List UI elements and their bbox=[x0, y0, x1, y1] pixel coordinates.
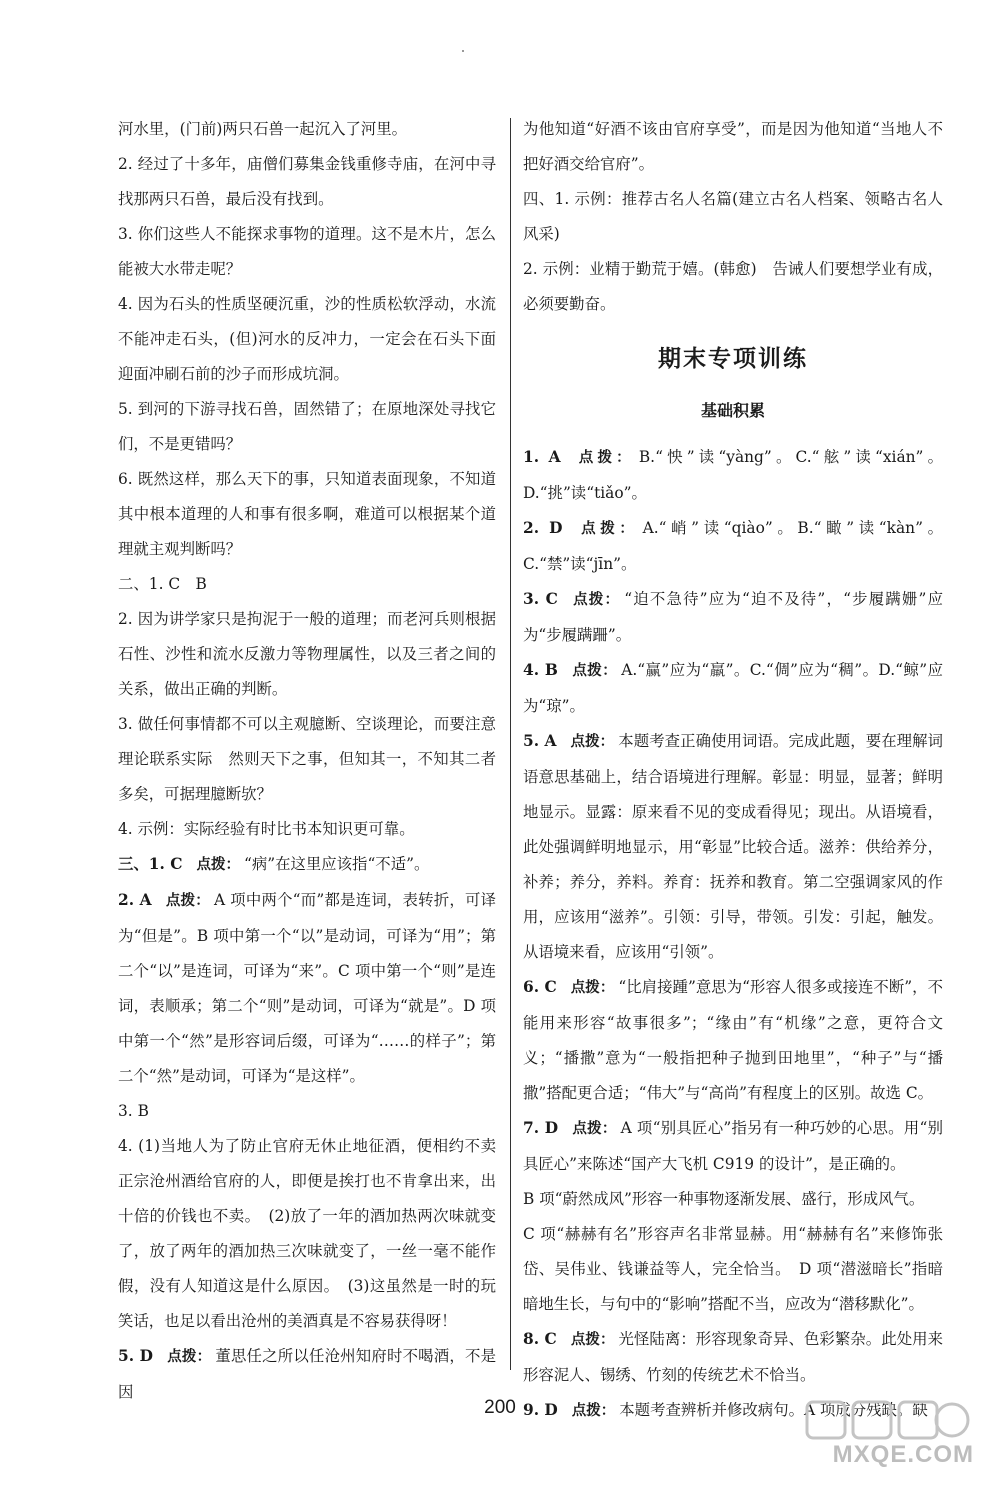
answer-text: 3. 你们这些人不能探求事物的道理。这不是木片，怎么能被大水带走呢？ bbox=[118, 225, 496, 278]
answer-item bbox=[523, 1182, 943, 1217]
answer-text: 本题考查辨析并修改病句。A 项成分残缺。缺 bbox=[619, 1401, 928, 1419]
answer-item bbox=[523, 724, 943, 970]
answer-item bbox=[118, 1129, 496, 1339]
tip-label: 点拨： bbox=[570, 980, 615, 996]
answer-number: 1. A bbox=[523, 448, 561, 466]
answer-number: 5. A bbox=[523, 732, 557, 750]
answer-item bbox=[118, 812, 496, 847]
answer-item bbox=[523, 653, 943, 724]
answer-text: 5. 到河的下游寻找石兽，固然错了；在原地深处寻找它们，不是更错吗？ bbox=[118, 400, 496, 453]
answer-number: 2. D bbox=[523, 519, 563, 537]
subsection-heading: 基础积累 bbox=[700, 401, 765, 420]
answer-item bbox=[523, 582, 943, 653]
tip-label: 点拨： bbox=[571, 1403, 616, 1419]
tip-label: 点拨： bbox=[571, 663, 618, 679]
answer-text: A.“赢”应为“羸”。C.“倜”应为“稠”。D.“鲸”应为“琼”。 bbox=[523, 661, 943, 715]
answer-text: 3. B bbox=[118, 1102, 149, 1120]
answer-item bbox=[523, 511, 943, 582]
answer-item bbox=[523, 182, 943, 252]
answer-item bbox=[118, 602, 496, 707]
tip-label: 点拨： bbox=[570, 734, 615, 750]
answer-text: B 项“蔚然成风”形容一种事物逐渐发展、盛行，形成风气。 bbox=[523, 1190, 925, 1208]
answer-text: B.“怏”读“yàng”。C.“舷”读“xián”。D.“挑”读“tiǎo”。 bbox=[523, 448, 944, 502]
answer-text: 本题考查正确使用词语。完成此题，要在理解词语意思基础上，结合语境进行理解。彰显：明显，显著；鲜明地显示。显露：原来看不见的变成看得见；现出。从语境看，此处强调鲜明地显示，用“彰显”比较合适。滋养：供给养分，补养；养分，养料。养育：抚养和教育。第二空强调家风的作用，应该用“滋养”。引领：引导，带领。引发：引起，触发。从语境来看，应该用“引领”。 bbox=[523, 732, 943, 961]
answer-text: “比肩接踵”意思为“形容人很多或接连不断”，不能用来形容“故事很多”；“缘由”有“机缘”之意，更符合文义；“播撒”意为“一般指把种子抛到田地里”，“种子”与“播撒”搭配更合适；“伟大”与“高尚”有程度上的区别。故选 C。 bbox=[523, 978, 943, 1102]
answer-item bbox=[118, 462, 496, 567]
column-divider bbox=[510, 118, 511, 1370]
answer-text: 3. 做任何事情都不可以主观臆断、空谈理论，而要注意理论联系实际 然则天下之事，但知其一，不知其二者多矣，可据理臆断欤？ bbox=[118, 715, 496, 803]
answer-number: 2. A bbox=[118, 891, 152, 909]
answer-item bbox=[118, 392, 496, 462]
answer-text: 6. 既然这样，那么天下的事，只知道表面现象，不知道其中根本道理的人和事有很多啊，难道可以根据某个道理就主观判断吗？ bbox=[118, 470, 496, 558]
tip-label: 点拨： bbox=[196, 857, 240, 873]
right-column-top-items bbox=[523, 112, 943, 322]
answer-number: 三、1. C bbox=[118, 855, 183, 873]
answer-item bbox=[523, 112, 943, 182]
answer-text: 2. 因为讲学家只是拘泥于一般的道理；而老河兵则根据石性、沙性和流水反激力等物理属性，以及三者之间的关系，做出正确的判断。 bbox=[118, 610, 496, 698]
answer-item bbox=[118, 147, 496, 217]
tip-label: 点拨： bbox=[570, 1332, 615, 1348]
answer-item bbox=[523, 1111, 943, 1182]
answer-item bbox=[523, 1217, 943, 1322]
answer-number: 3. C bbox=[523, 590, 558, 608]
answer-item bbox=[523, 970, 943, 1111]
answer-number: 4. B bbox=[523, 661, 558, 679]
answer-item bbox=[118, 847, 496, 883]
answer-item bbox=[118, 707, 496, 812]
answer-item bbox=[523, 1322, 943, 1393]
tip-label: 点拨： bbox=[166, 1349, 212, 1365]
answer-item bbox=[118, 217, 496, 287]
answer-number: 9. D bbox=[523, 1401, 558, 1419]
answer-text: C 项“赫赫有名”形容声名非常显赫。用“赫赫有名”来修饰张岱、吴伟业、钱谦益等人，完全恰当。 D 项“潜滋暗长”指暗暗地生长，与句中的“影响”搭配不当，应改为“潜移默化”。 bbox=[523, 1225, 943, 1313]
left-column bbox=[118, 112, 496, 1410]
answer-text: A.“峭”读“qiào”。B.“瞰”读“kàn”。C.“禁”读“jīn”。 bbox=[523, 519, 943, 573]
answer-text: A 项中两个“而”都是连词，表转折，可译为“但是”。B 项中第一个“以”是动词，可译为“用”；第二个“以”是连词，可译为“来”。C 项中第一个“则”是连词，表顺承；第二个“则”是动词，可译为“就是”。D 项中第一个“然”是形容词后缀，可译为“……的样子”；第二个“然”是动词，可译为“是这样”。 bbox=[118, 891, 497, 1085]
answer-item bbox=[118, 287, 496, 392]
right-column bbox=[523, 112, 943, 1429]
tip-label: 点拨： bbox=[165, 893, 210, 909]
answer-item bbox=[118, 567, 496, 602]
answer-text: 2. 示例：业精于勤荒于嬉。(韩愈) 告诫人们要想学业有成，必须要勤奋。 bbox=[523, 260, 943, 313]
section-heading: 期末专项训练 bbox=[658, 346, 808, 372]
answer-text: A 项“别具匠心”指另有一种巧妙的心思。用“别具匠心”来陈述“国产大飞机 C919 的设计”，是正确的。 bbox=[523, 1119, 943, 1173]
answer-text: 二、1. C B bbox=[118, 575, 207, 593]
answer-item bbox=[118, 1094, 496, 1129]
page-number: 200 bbox=[484, 1397, 516, 1418]
answer-item bbox=[523, 440, 943, 511]
answer-item bbox=[523, 252, 943, 322]
tip-label: 点拨： bbox=[572, 1121, 617, 1137]
answer-text: “迫不急待”应为“迫不及待”，“步履蹒姗”应为“步履蹒跚”。 bbox=[523, 590, 943, 644]
answer-number: 6. C bbox=[523, 978, 557, 996]
left-column-items bbox=[118, 112, 496, 1410]
answer-text: “病”在这里应该指“不适”。 bbox=[243, 855, 430, 873]
answer-text: 4. 因为石头的性质坚硬沉重，沙的性质松软浮动，水流不能冲走石头，(但)河水的反冲力，一定会在石头下面迎面冲刷石前的沙子而形成坑洞。 bbox=[118, 295, 496, 383]
answer-text: 为他知道“好酒不该由官府享受”，而是因为他知道“当地人不把好酒交给官府”。 bbox=[523, 120, 943, 173]
scan-speck bbox=[462, 50, 464, 52]
answer-text: 河水里，(门前)两只石兽一起沉入了河里。 bbox=[118, 120, 408, 138]
answer-text: 4. 示例：实际经验有时比书本知识更可靠。 bbox=[118, 820, 415, 838]
watermark-text: MXQE.COM bbox=[832, 1441, 974, 1468]
answer-text: 2. 经过了十多年，庙僧们募集金钱重修寺庙，在河中寻找那两只石兽，最后没有找到。 bbox=[118, 155, 496, 208]
answer-number: 8. C bbox=[523, 1330, 557, 1348]
answer-text: 4. (1)当地人为了防止官府无休止地征酒，便相约不卖正宗沧州酒给官府的人，即便是挨打也不肯拿出来，出十倍的价钱也不卖。 (2)放了一年的酒加热两次味就变了，放了两年的酒加热三次味就变了，一丝一毫不能作假，没有人知道这是什么原因。 (3)这虽然是一时的玩笑话，也足以看出沧州的美酒真是不容易获得呀！ bbox=[118, 1137, 496, 1330]
answer-text: 董思任之所以任沧州知府时不喝酒，不是因 bbox=[118, 1347, 496, 1401]
answer-text: 四、1. 示例：推荐古名人名篇(建立古名人档案、领略古名人风采) bbox=[523, 190, 943, 243]
right-column-bottom-items bbox=[523, 440, 943, 1429]
answer-item bbox=[118, 883, 496, 1094]
tip-label: 点拨： bbox=[576, 521, 639, 537]
tip-label: 点拨： bbox=[574, 450, 635, 466]
answer-number: 7. D bbox=[523, 1119, 559, 1137]
tip-label: 点拨： bbox=[571, 592, 621, 608]
answer-text: 光怪陆离：形容现象奇异、色彩繁杂。此处用来形容泥人、锡绣、竹刻的传统艺术不恰当。 bbox=[523, 1330, 943, 1384]
answer-number: 5. D bbox=[118, 1347, 153, 1365]
answer-item bbox=[118, 112, 496, 147]
